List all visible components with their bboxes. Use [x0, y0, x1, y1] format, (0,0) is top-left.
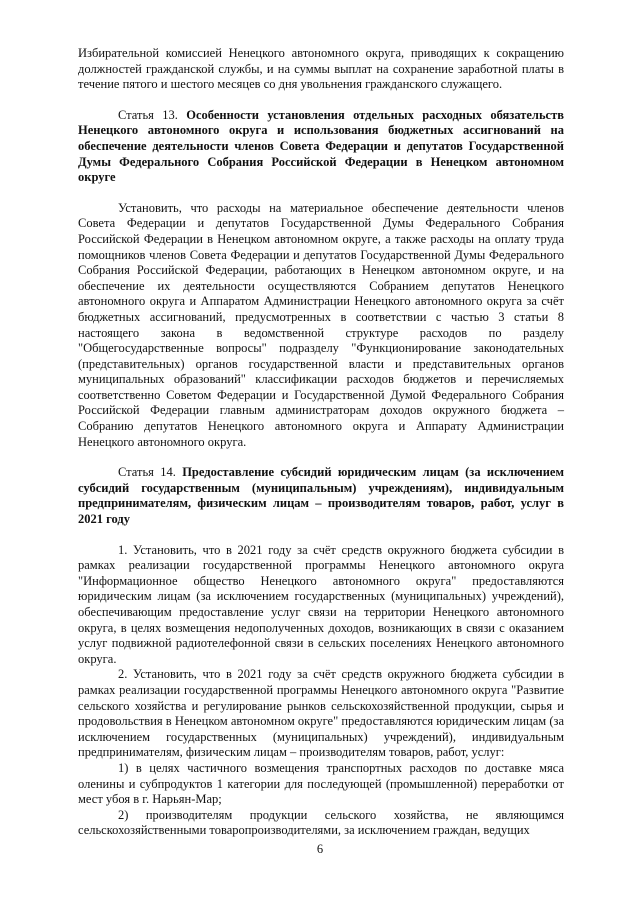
- article-14-label: Статья 14.: [118, 465, 183, 480]
- article-14-item-1: 1) в целях частичного возмещения транспортных расходов по доставке мяса оленины и субпродуктов 1 категории для последующей (промышленной) переработки от мест убоя в г. Нарьян-Мар;: [78, 760, 564, 807]
- article-13-label: Статья 13.: [118, 107, 187, 122]
- article-14-item-2: 2) производителям продукции сельского хозяйства, не являющимся сельскохозяйственными товаропроизводителями, за исключением граждан, ведущих: [78, 807, 564, 838]
- article-13-body: Установить, что расходы на материальное обеспечение деятельности членов Совета Федерации и депутатов Государственной Думы Федерального Собрания Российской Федерации в Ненецком автономном округе, а также расходы на оплату труда помощников членов Совета Федерации и депутатов Государственной Думы Федерального Собрания Российской Федерации, работающих в Ненецком автономном округе, и на обеспечение их деятельности осуществляются Собранием депутатов Ненецкого автономного округа и Аппаратом Администрации Ненецкого автономного округа за счёт бюджетных ассигнований, предусмотренных в соответствии с частью 3 статьи 8 настоящего закона в ведомственной структуре расходов по разделу "Общегосударственные вопросы" подразделу "Функционирование законодательных (представительных) органов государственной власти и представительных органов муниципальных образований" классификации расходов бюджетов и перечисляемых соответственно Советом Федерации и Государственной Думой Федерального Собрания Российской Федерации главным администраторам доходов окружного бюджета – Собранию депутатов Ненецкого автономного округа и Аппарату Администрации Ненецкого автономного округа.: [78, 200, 564, 449]
- article-13-title: Особенности установления отдельных расходных обязательств Ненецкого автономного округа и использования бюджетных ассигнований на обеспечение деятельности членов Совета Федерации и депутатов Государственной Думы Федерального Собрания Российской Федерации в Ненецком автономном округе: [78, 107, 564, 185]
- document-page: [78, 46, 564, 839]
- spacer: [78, 186, 564, 201]
- article-13-heading: [78, 108, 564, 186]
- article-14-heading: [78, 465, 564, 527]
- intro-paragraph: Избирательной комиссией Ненецкого автономного округа, приводящих к сокращению должностей гражданской службы, и на суммы выплат на сохранение заработной платы в течение пятого и шестого месяцев со дня увольнения гражданского служащего.: [78, 46, 564, 92]
- spacer: [78, 93, 564, 108]
- article-14-paragraph-2: 2. Установить, что в 2021 году за счёт средств окружного бюджета субсидии в рамках реализации государственной программы Ненецкого автономного округа "Развитие сельского хозяйства и регулирование рынков сельскохозяйственной продукции, сырья и продовольствия в Ненецком автономном округе" предоставляются юридическим лицам (за исключением государственных (муниципальных) учреждений), индивидуальным предпринимателям, физическим лицам – производителям товаров, работ, услуг:: [78, 667, 564, 760]
- page-number: 6: [316, 842, 324, 856]
- article-14-paragraph-1: 1. Установить, что в 2021 году за счёт средств окружного бюджета субсидии в рамках реализации государственной программы Ненецкого автономного округа "Информационное общество Ненецкого автономного округа" предоставляются юридическим лицам (за исключением государственных (муниципальных) учреждений), обеспечивающим предоставление услуг связи на территории Ненецкого автономного округа, в целях возмещения недополученных доходов, возникающих в связи с оказанием услуг подвижной радиотелефонной связи в сельских поселениях Ненецкого автономного округа.: [78, 542, 564, 666]
- article-14-title: Предоставление субсидий юридическим лицам (за исключением субсидий государственным (муниципальным) учреждениям), индивидуальным предпринимателям, физическим лицам – производителям товаров, работ, услуг в 2021 году: [78, 465, 564, 527]
- spacer: [78, 528, 564, 543]
- spacer: [78, 450, 564, 465]
